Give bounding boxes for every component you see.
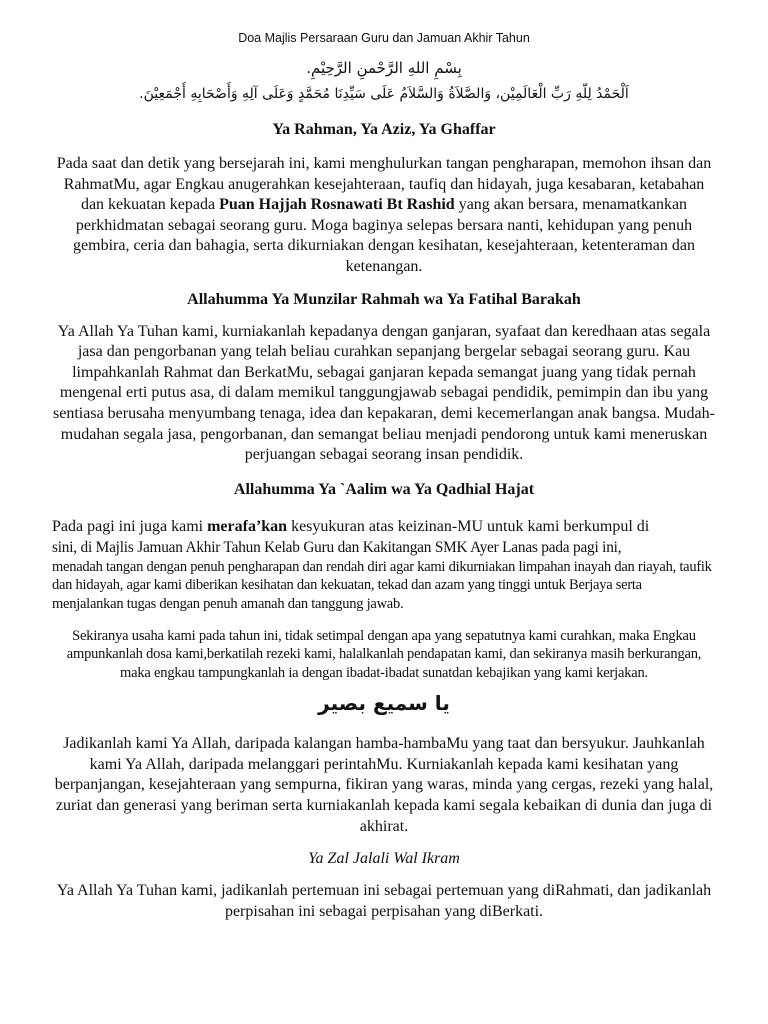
section6-paragraph: Ya Allah Ya Tuhan kami, jadikanlah pertemuan ini sebagai pertemuan yang diRahmati, dan jadikanlah perpisahan ini sebagai perpisahan yang diBerkati. [56,882,712,920]
section1-text-before: Pada saat dan detik yang bersejarah ini, kami menghulurkan tangan pengharapan, memohon ihsan dan RahmatMu, agar Engkau anugerahkan kesejahteraan, taufiq dan hidayah, juga kesabaran, ketabahan dan kekuatan kepada [56,155,712,214]
ya-sami-basir: يا سميع بصير [318,691,450,716]
section3-line1-end: kesyukuran atas keizinan-MU untuk kami berkumpul di [287,517,650,535]
section3-line1 [52,516,716,537]
section3-line2: sini, di Majlis Jamuan Akhir Tahun Kelab Guru dan Kakitangan SMK Ayer Lanas pada pagi ini, [52,538,622,556]
section3-line1-start: Pada pagi ini juga kami [52,517,208,535]
section5-paragraph: Jadikanlah kami Ya Allah, daripada kalangan hamba-hambaMu yang taat dan bersyukur. Jauhkanlah kami Ya Allah, daripada melanggari perintahMu. Kurniakanlah kepada kami kesihatan yang berpanjangan, kesejahteraan yang sempurna, fikiran yang waras, minda yang cergas, rezeki yang halal, zuriat dan generasi yang beriman serta kurniakanlah kepada kami segala kebaikan di dunia dan juga di akhirat. [54,735,714,835]
section3-line1-bold: merafa’kan [207,517,288,535]
section2-heading: Allahumma Ya Munzilar Rahmah wa Ya Fatihal Barakah [187,290,581,308]
retiree-name: Puan Hajjah Rosnawati Bt Rashid [219,196,455,214]
section6-heading: Ya Zal Jalali Wal Ikram [308,850,460,868]
section3-heading: Allahumma Ya `Aalim wa Ya Qadhial Hajat [233,480,535,498]
section1-paragraph [52,154,716,278]
basmalah: بِسْمِ اللهِ الرَّحْمنِ الرَّحِيْمِ. [306,59,462,77]
opening-praise: اَلْحَمْدُ لِلّهِ رَبِّ الْعَالَمِيْن، وَالصَّلاَةُ وَالسَّلاَمُ عَلَى سَيِّدِنَا مُحَمَّدٍ وَعَلَى آلِهِ وَأَصْحَابِهِ أَجْمَعِيْنَ. [139,86,629,102]
section1-text-after: yang akan bersara, menamatkankan perkhidmatan sebagai seorang guru. Moga baginya selepas bersara nanti, kehidupan yang penuh gembira, ceria dan bahagia, serta dikurniakan dengan kesihatan, kesejahteraan, ketenteraman dan ketenangan. [73,196,695,275]
section2-paragraph: Ya Allah Ya Tuhan kami, kurniakanlah kepadanya dengan ganjaran, syafaat dan keredhaan atas segala jasa dan pengorbanan yang telah beliau curahkan sepanjang bergelar sebagai seorang guru. Kau limpahkanlah Rahmat dan BerkatMu, sebagai ganjaran kepada semangat juang yang tidak pernah mengenal erti putus asa, di dalam memikul tanggungjawab sebagai pendidik, pemimpin dan ibu yang sentiasa berusaha menyumbang tenaga, idea dan kepakaran, demi kecemerlangan anak bangsa. Mudah-mudahan segala jasa, pengorbanan, dan semangat beliau menjadi pendorong untuk kami meneruskan perjuangan sebagai seorang insan pendidik. [53,322,715,464]
document-title: Doa Majlis Persaraan Guru dan Jamuan Akhir Tahun [238,31,530,45]
section3-rest: menadah tangan dengan penuh pengharapan dan rendah diri agar kami dikurniakan limpahan inayah dan riayah, taufik dan hidayah, agar kami diberikan kesihatan dan kekuatan, tekad dan azam yang tinggi untuk Berjaya serta menjalankan tugas dengan penuh amanah dan tanggung jawab. [52,558,712,612]
section1-heading: Ya Rahman, Ya Aziz, Ya Ghaffar [272,121,496,138]
section4-paragraph: Sekiranya usaha kami pada tahun ini, tidak setimpal dengan apa yang sepatutnya kami curahkan, maka Engkau ampunkanlah dosa kami,berkatilah rezeki kami, halalkanlah pendapatan kami, dan sekiranya masih berkurangan, maka engkau tampungkanlah ia dengan ibadat-ibadat sunatdan kebajikan yang kami kerjakan. [66,627,702,681]
